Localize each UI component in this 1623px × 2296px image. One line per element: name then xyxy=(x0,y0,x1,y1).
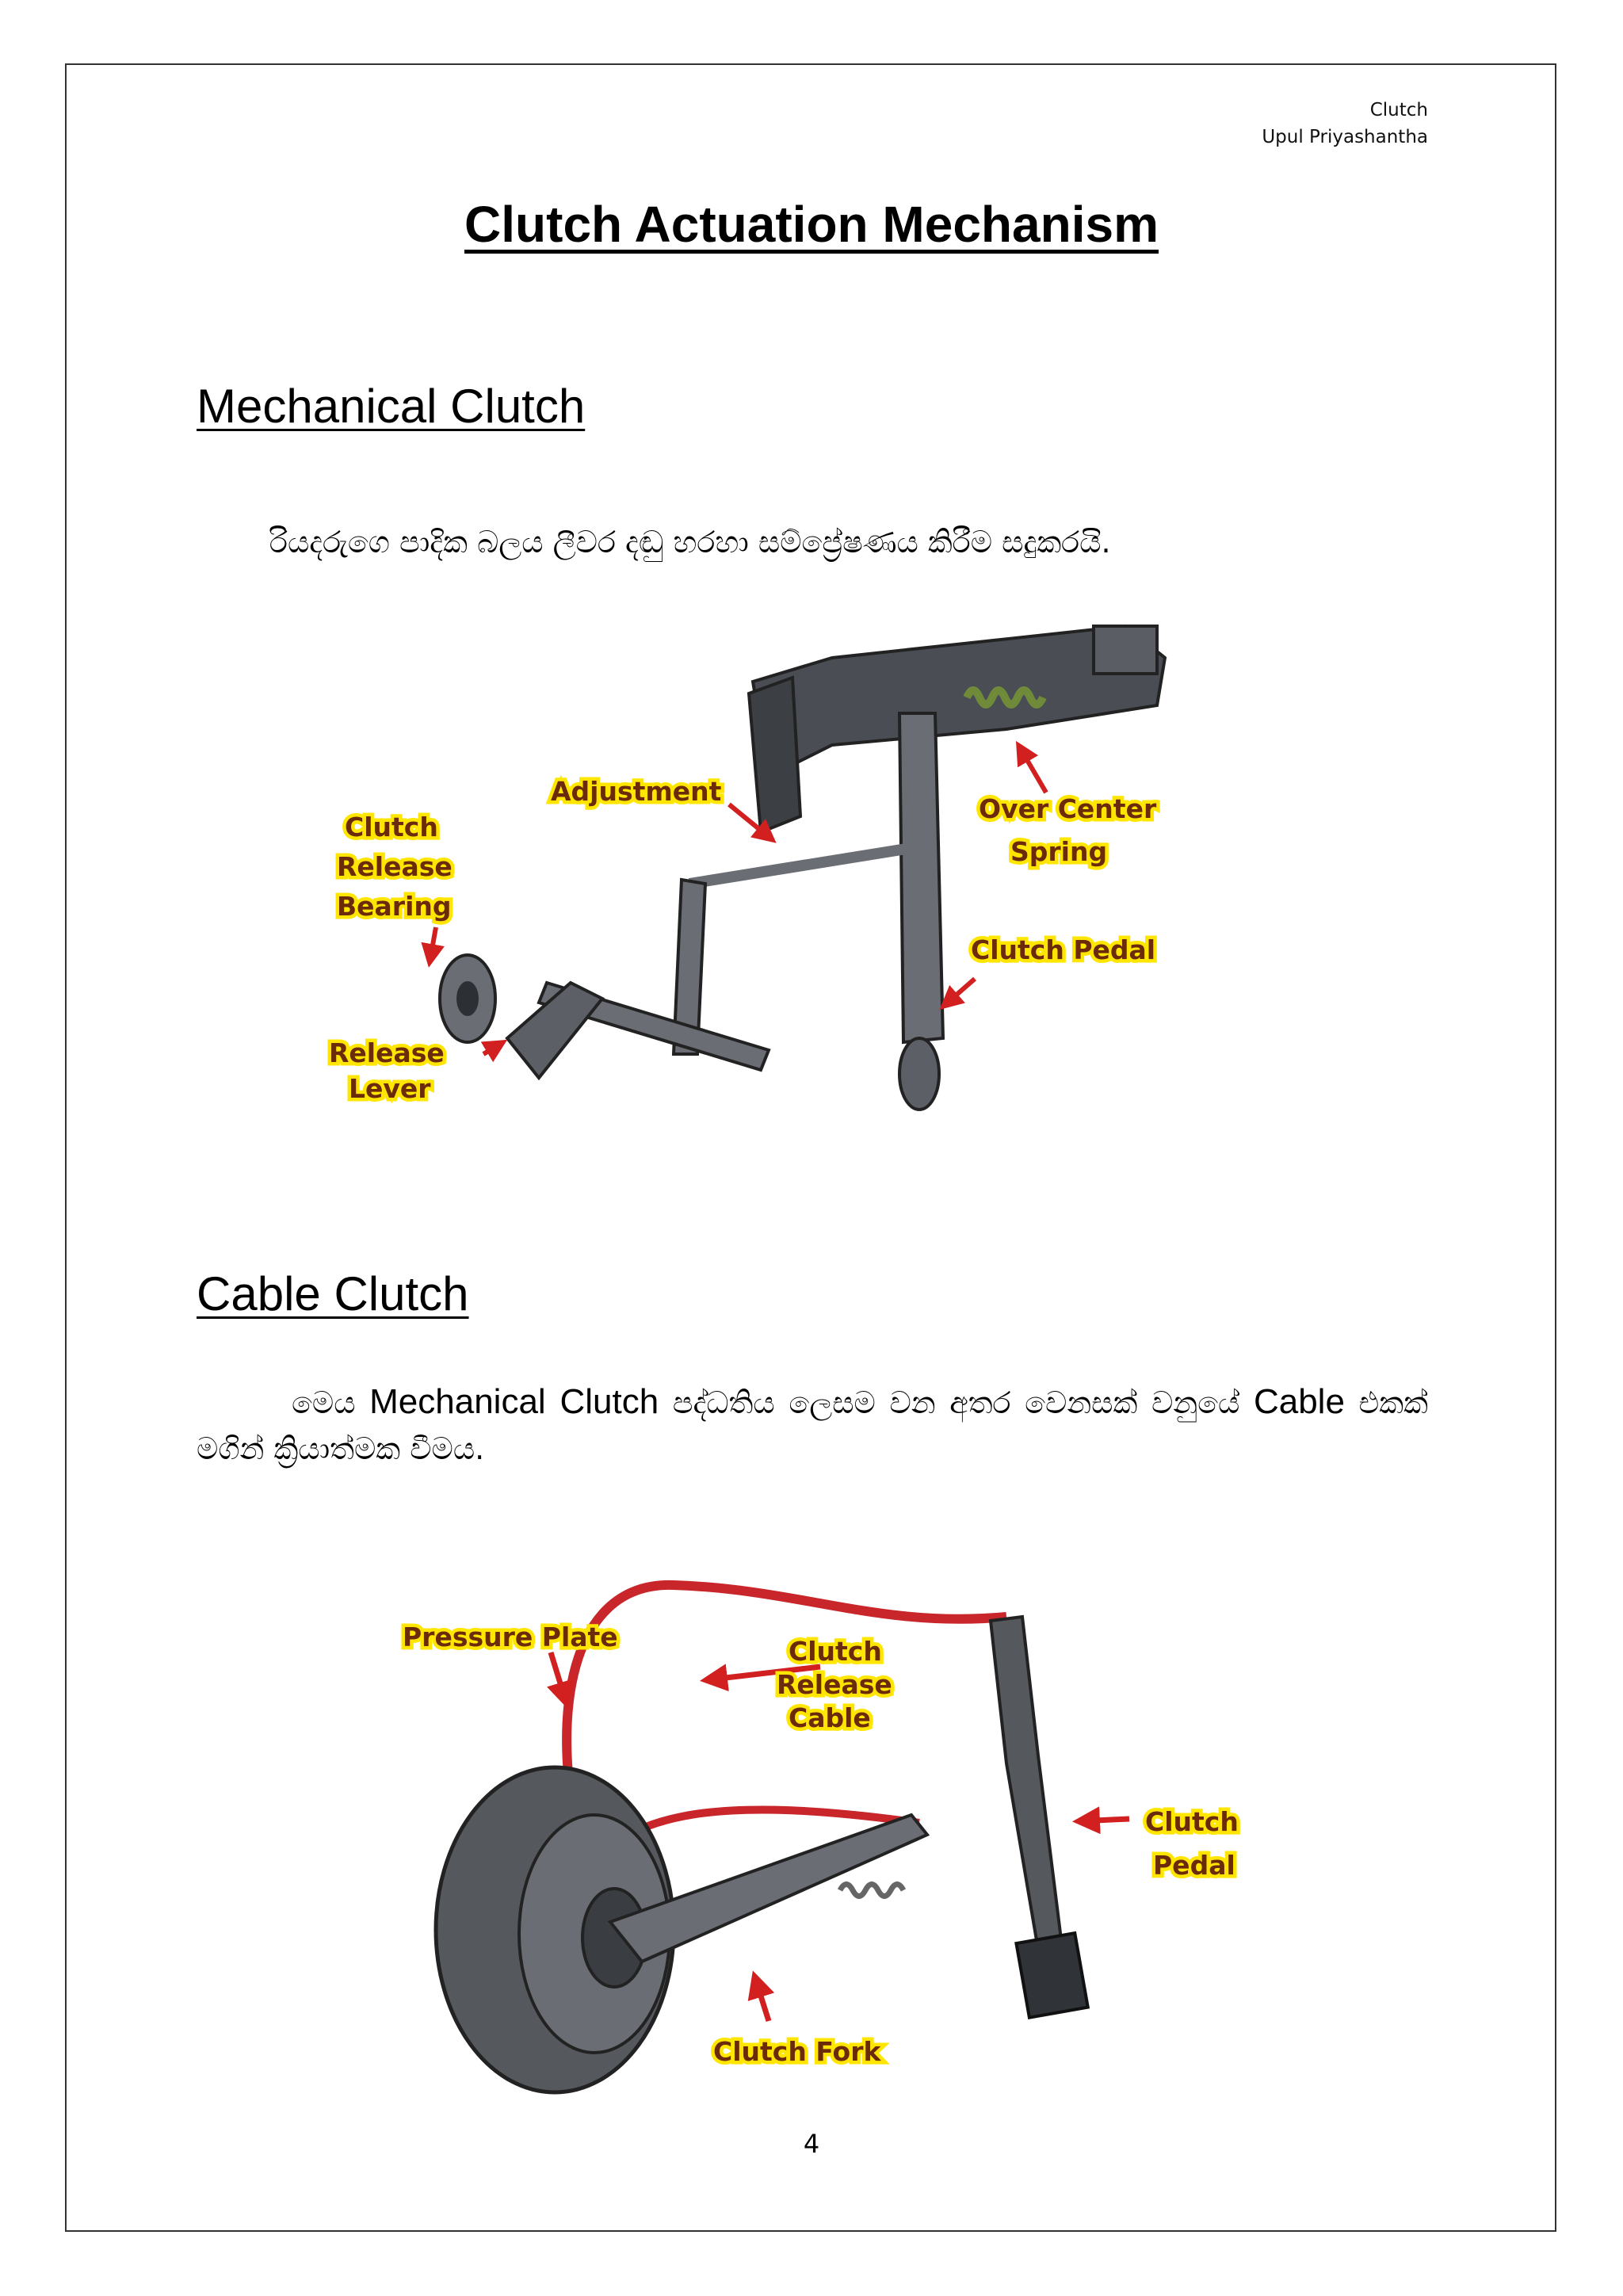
text-part-d: Cable xyxy=(1253,1382,1345,1421)
release-bearing-part xyxy=(440,955,495,1042)
label-bearing-1: Clutch xyxy=(345,812,438,842)
mechanical-clutch-diagram xyxy=(309,610,1197,1141)
label-lever-1: Release xyxy=(329,1037,445,1068)
header-title: Clutch xyxy=(1369,100,1428,120)
label-cable-2: Release xyxy=(777,1669,892,1700)
label-adjustment: Adjustment xyxy=(551,776,722,807)
section-text-mechanical: රියදරුගෙ පාදික බලය ලීවර දඬු හරහා සම්ප්‍රේෂණය කිරීම සදුකරයි. xyxy=(269,525,1111,560)
label-pedal-2: Pedal xyxy=(1153,1850,1235,1881)
label-cable-1: Clutch xyxy=(789,1636,882,1667)
release-lever-part xyxy=(507,983,602,1078)
label-bearing-2: Release xyxy=(337,851,453,882)
over-center-spring xyxy=(967,690,1043,705)
text-part-b: Mechanical Clutch xyxy=(369,1382,659,1421)
page-title: Clutch Actuation Mechanism xyxy=(464,196,1159,253)
text-part-a: මෙය xyxy=(292,1385,370,1420)
clutch-pedal-part xyxy=(991,1617,1088,2018)
label-lever-2: Lever xyxy=(349,1073,431,1104)
label-over-center-2: Spring xyxy=(1010,836,1108,867)
label-cable-3: Cable xyxy=(789,1702,871,1733)
label-bearing-3: Bearing xyxy=(337,891,452,922)
label-clutch-pedal: Clutch Pedal xyxy=(971,934,1156,965)
section-heading-cable: Cable Clutch xyxy=(197,1267,469,1320)
header-author: Upul Priyashantha xyxy=(1262,127,1428,147)
label-pressure-plate: Pressure Plate xyxy=(403,1622,618,1652)
text-part-c: පද්ධතිය ලෙසම වන අතර වෙනසක් වනුයේ xyxy=(659,1385,1254,1420)
clutch-pedal-arm xyxy=(899,713,943,1110)
section-heading-mechanical: Mechanical Clutch xyxy=(197,380,586,433)
text-part-e: එකක් මගින් ක්‍රියාත්මක වීමය. xyxy=(197,1385,1428,1466)
label-clutch-fork: Clutch Fork xyxy=(713,2036,881,2067)
page-number: 4 xyxy=(803,2129,820,2159)
label-pedal-1: Clutch xyxy=(1145,1806,1239,1837)
cable-clutch-diagram xyxy=(388,1573,1268,2096)
section-text-cable xyxy=(197,1379,1428,1472)
adjustment-rod xyxy=(689,848,911,884)
label-over-center-1: Over Center xyxy=(979,793,1157,824)
